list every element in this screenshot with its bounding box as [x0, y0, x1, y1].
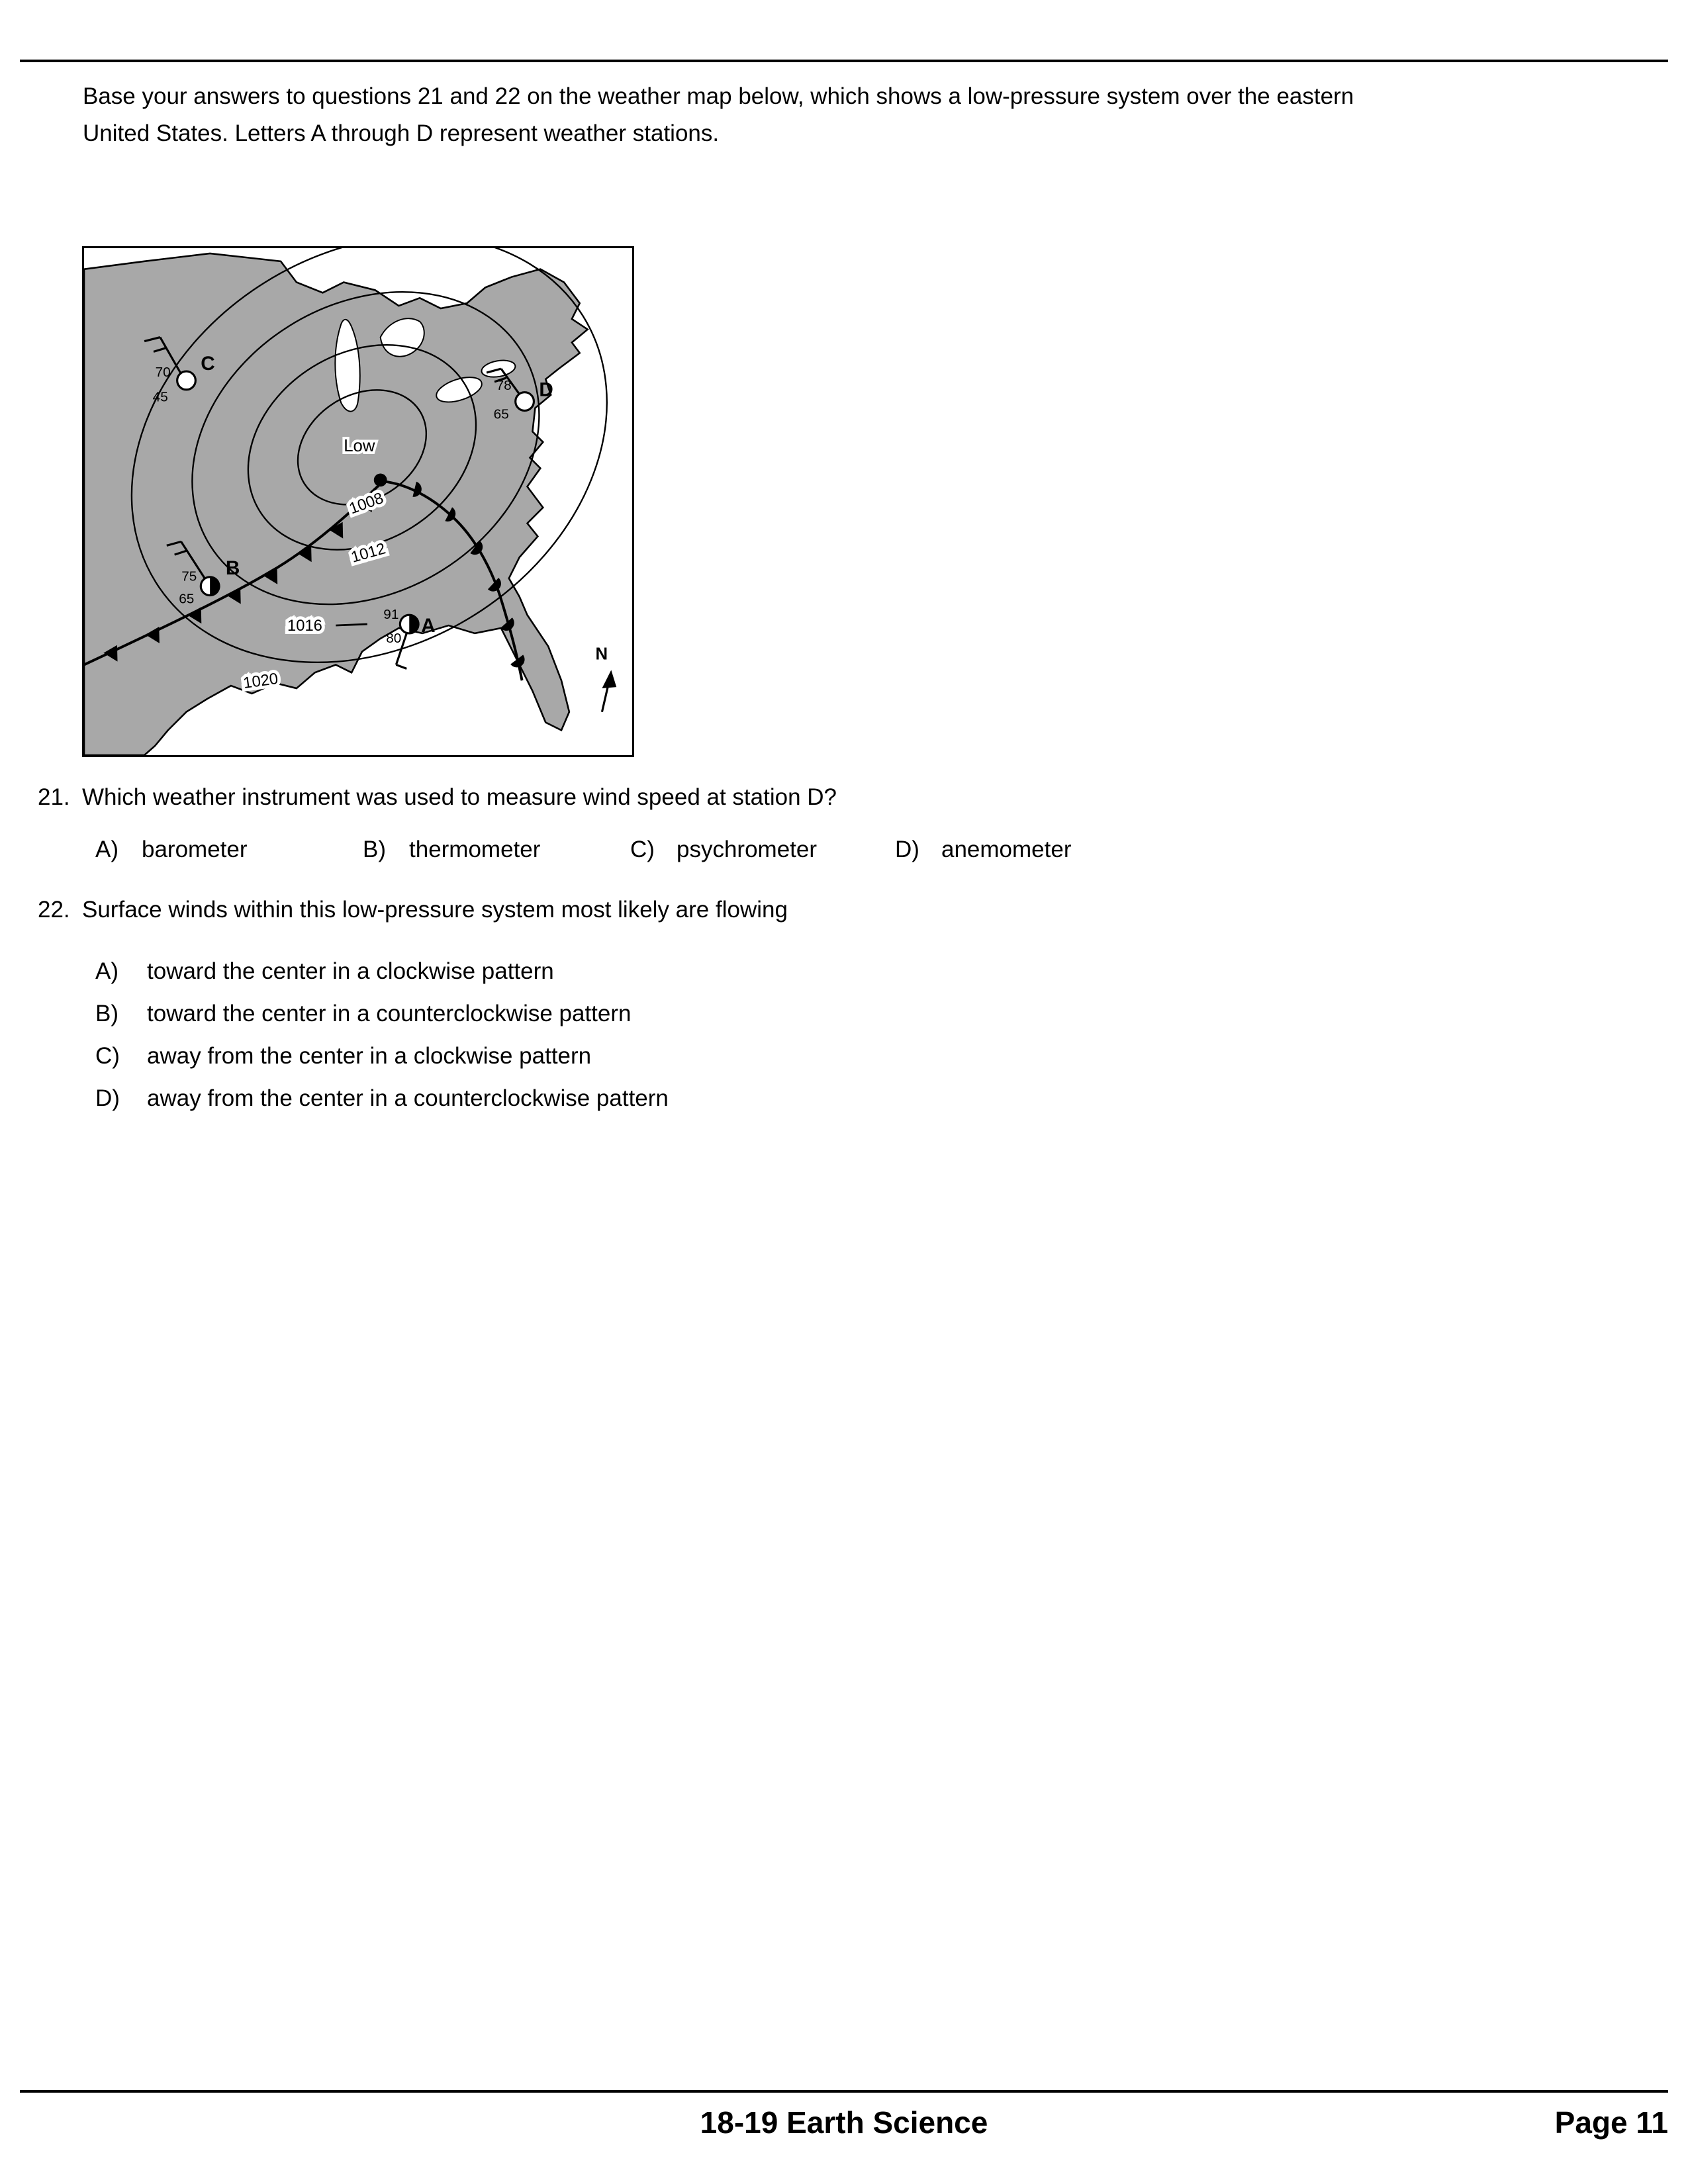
- option-21-a: [95, 837, 363, 863]
- station-d-dewpoint: 65: [493, 406, 509, 422]
- option-22-b: [95, 993, 669, 1035]
- option-22-a-label: A): [95, 958, 118, 984]
- question-21-text: Which weather instrument was used to measure wind speed at station D?: [82, 784, 837, 810]
- option-21-d-text: anemometer: [941, 837, 1072, 862]
- footer-page-number: Page 11: [1554, 2105, 1668, 2140]
- intro-paragraph: Base your answers to questions 21 and 22 on the weather map below, which shows a low-pressure system over the eastern United States. Letters A through D represent weather stations.: [83, 83, 1354, 146]
- option-22-a-text: toward the center in a clockwise pattern: [147, 958, 554, 984]
- option-22-c-label: C): [95, 1043, 120, 1069]
- question-22-options: [95, 950, 669, 1120]
- option-21-a-label: A): [95, 837, 118, 862]
- station-c-circle: [177, 371, 196, 390]
- low-center-dot: [374, 473, 387, 486]
- question-22-text: Surface winds within this low-pressure system most likely are flowing: [82, 897, 788, 923]
- station-d-circle: [516, 392, 534, 411]
- option-21-b: [363, 837, 630, 863]
- station-b-dewpoint: 65: [179, 591, 195, 607]
- option-22-c: [95, 1035, 669, 1077]
- question-22-number: 22.: [38, 897, 70, 923]
- option-22-b-text: toward the center in a counterclockwise pattern: [147, 1001, 632, 1026]
- question-21-options: [95, 837, 1071, 863]
- isobar-label-1016: 1016: [287, 616, 322, 635]
- option-22-d-label: D): [95, 1085, 120, 1111]
- station-d-temperature: 78: [496, 377, 512, 393]
- station-a-temperature: 91: [383, 607, 399, 623]
- option-21-c: [630, 837, 895, 863]
- station-a-dewpoint: 80: [386, 630, 402, 646]
- isobar-label-1008: 1008: [346, 489, 386, 518]
- station-c-letter: C: [201, 353, 215, 375]
- weather-map-svg: [84, 248, 632, 755]
- option-21-d-label: D): [895, 837, 919, 862]
- station-a-letter: A: [421, 614, 436, 637]
- option-22-c-text: away from the center in a clockwise pattern: [147, 1043, 592, 1069]
- option-21-b-text: thermometer: [409, 837, 541, 862]
- option-21-d: [895, 837, 1071, 863]
- isobar-label-1012: 1012: [349, 539, 388, 567]
- north-arrow-head: [602, 670, 616, 688]
- question-21-number: 21.: [38, 784, 70, 810]
- low-label: Low: [344, 436, 375, 455]
- station-c-dewpoint: 45: [152, 389, 168, 405]
- option-22-b-label: B): [95, 1001, 118, 1026]
- footer-course-title: 18-19 Earth Science: [700, 2105, 988, 2140]
- north-label: N: [595, 645, 608, 664]
- north-indicator: [596, 645, 617, 712]
- station-d-letter: D: [539, 379, 553, 401]
- option-22-d-text: away from the center in a counterclockwise pattern: [147, 1085, 669, 1111]
- option-21-a-text: barometer: [142, 837, 248, 862]
- isobar-1016-leader: [336, 624, 367, 625]
- option-21-c-text: psychrometer: [677, 837, 818, 862]
- station-b-temperature: 75: [181, 569, 197, 584]
- option-21-c-label: C): [630, 837, 655, 862]
- top-divider: [20, 60, 1668, 62]
- footer-divider: [20, 2090, 1668, 2093]
- station-a: [383, 607, 435, 668]
- isobar-label-1020: 1020: [242, 669, 279, 692]
- option-22-d: [95, 1077, 669, 1120]
- page-footer: [20, 2105, 1668, 2147]
- question-22: [38, 895, 788, 925]
- weather-map-figure: [82, 246, 634, 757]
- station-b-letter: B: [225, 557, 240, 579]
- option-21-b-label: B): [363, 837, 386, 862]
- question-21: [38, 782, 837, 813]
- station-c-temperature: 70: [155, 364, 171, 380]
- option-22-a: [95, 950, 669, 993]
